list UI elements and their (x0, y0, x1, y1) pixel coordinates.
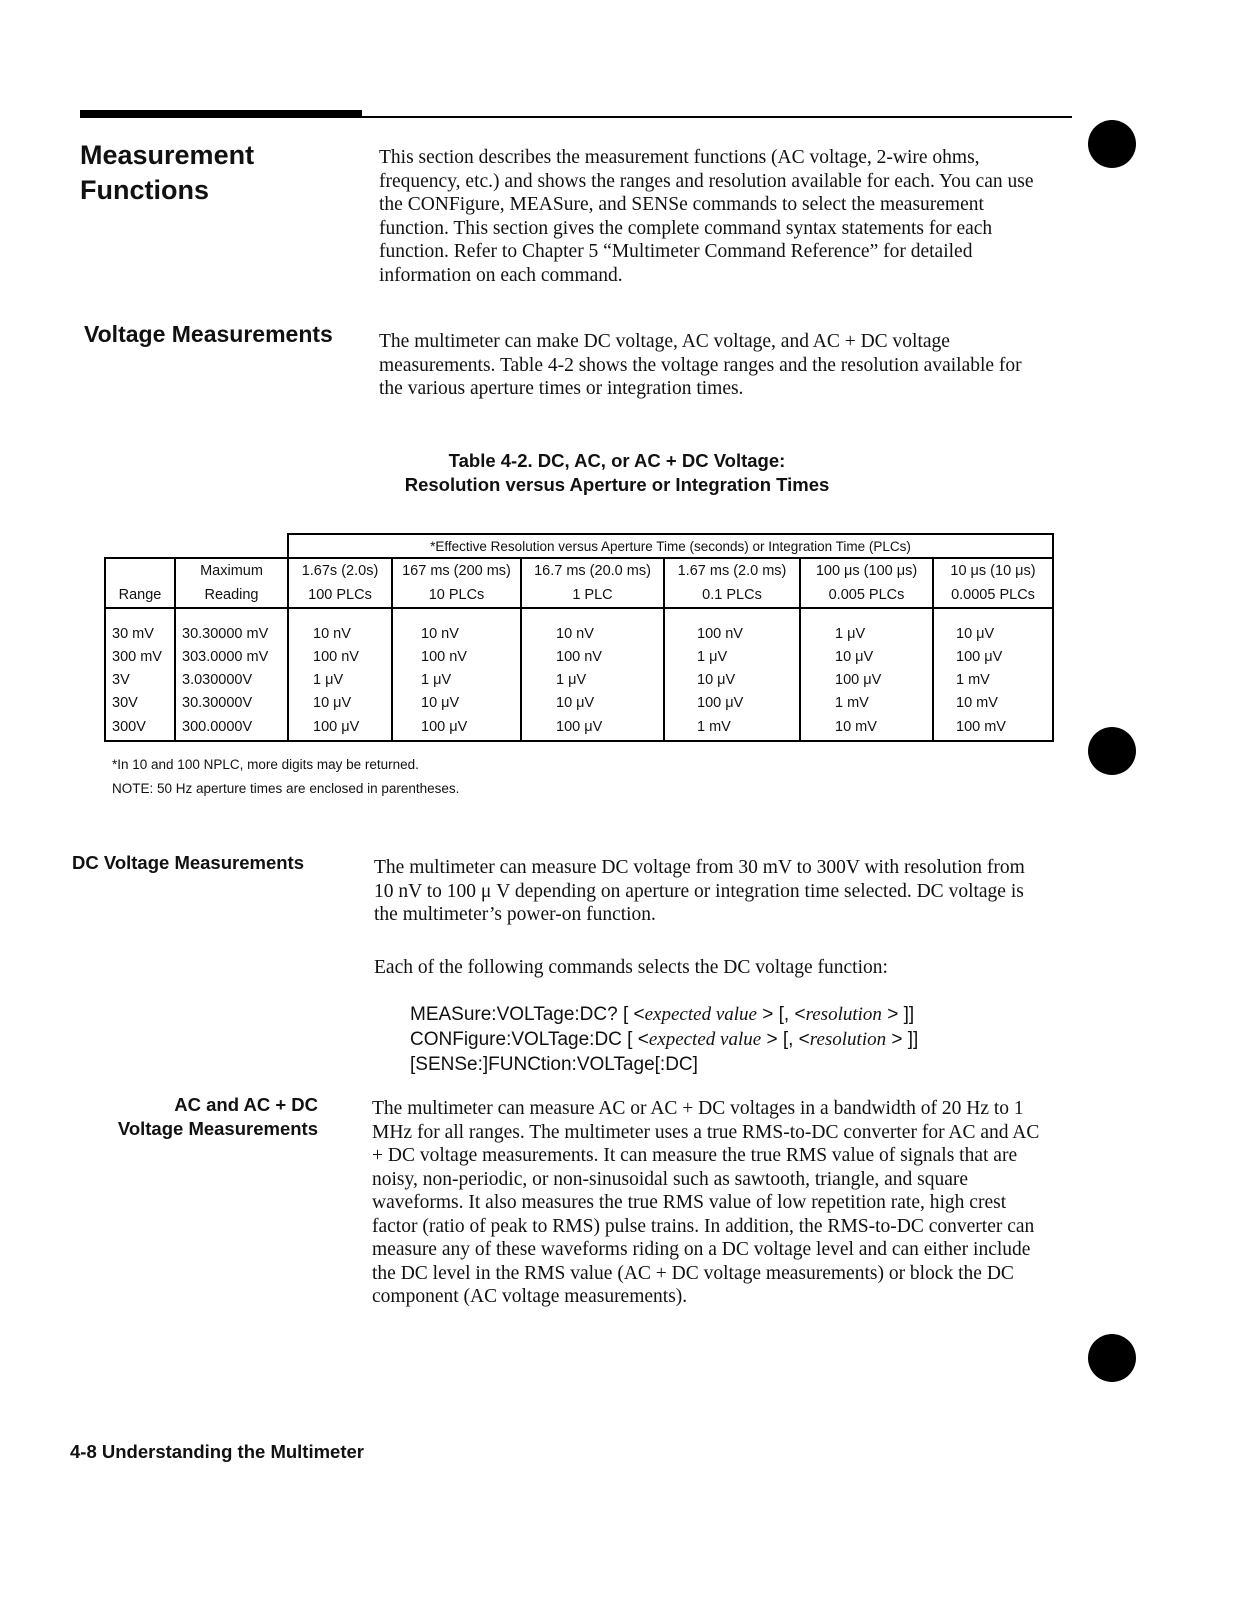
resolution-cell: 1 mV (664, 714, 800, 741)
resolution-cell: 1 mV (800, 691, 933, 714)
max-reading-cell: 30.30000 mV (175, 622, 288, 645)
dc-text: The multimeter can measure DC voltage from 30 mV to 300V with resolution from 10 nV to 100 μ V depending on aperture or integration time selected. DC voltage is the multimeter’s power-on function. (374, 857, 1025, 925)
ac-text: The multimeter can measure AC or AC + DC voltages in a bandwidth of 20 Hz to 1 MHz for all ranges. The multimeter uses a true RMS-to-DC converter for AC and AC + DC voltage measurements. It can measure the true RMS value of signals that are noisy, non-periodic, or non-sinusoidal such as sawtooth, triangle, and square waveforms. It also measures the true RMS value of low repetition rate, high crest factor (ratio of peak to RMS) pulse trains. In addition, the RMS-to-DC converter can measure any of these waveforms riding on a DC voltage level and can either include the DC level in the RMS value (AC + DC voltage measurements) or block the DC component (AC voltage measurements). (372, 1098, 1040, 1307)
section-title (80, 138, 254, 208)
plc-label: 1 PLC (521, 582, 664, 608)
table-caption-line1: Table 4-2. DC, AC, or AC + DC Voltage: (448, 450, 786, 471)
effective-resolution-header: *Effective Resolution versus Aperture Time (seconds) or Integration Time (PLCs) (288, 534, 1053, 558)
ac-heading (60, 1093, 318, 1141)
measure-command: MEASure:VOLTage:DC? [ <expected value > [, <resolution > ]] (410, 1004, 915, 1025)
dc-commands-intro: Each of the following commands selects the DC voltage function: (374, 957, 888, 978)
table-footnote: *In 10 and 100 NPLC, more digits may be returned. (112, 757, 419, 772)
punch-hole (1088, 727, 1136, 775)
resolution-cell: 100 μV (933, 645, 1053, 668)
aperture-time: 100 μs (100 μs) (800, 558, 933, 582)
punch-hole (1088, 1334, 1136, 1382)
plc-label: 0.005 PLCs (800, 582, 933, 608)
voltage-text: The multimeter can make DC voltage, AC voltage, and AC + DC voltage measurements. Table 4-2 shows the voltage ranges and the resolution available for the various aperture times or integration times. (379, 331, 1022, 399)
resolution-cell: 100 mV (933, 714, 1053, 741)
section-title-line1: Measurement (80, 140, 255, 170)
resolution-cell: 10 mV (800, 714, 933, 741)
resolution-cell: 10 mV (933, 691, 1053, 714)
resolution-cell: 100 μV (800, 668, 933, 691)
aperture-time: 1.67s (2.0s) (288, 558, 392, 582)
table-row (105, 622, 1053, 645)
range-cell: 30V (105, 691, 175, 714)
sense-command: [SENSe:]FUNCtion:VOLTage[:DC] (410, 1054, 698, 1075)
resolution-cell: 1 mV (933, 668, 1053, 691)
voltage-resolution-table (104, 533, 1054, 742)
ac-heading-line2: Voltage Measurements (117, 1118, 318, 1139)
resolution-cell: 10 nV (392, 622, 521, 645)
plc-label: 10 PLCs (392, 582, 521, 608)
resolution-cell: 100 nV (392, 645, 521, 668)
resolution-cell: 10 μV (288, 691, 392, 714)
header-rule (80, 116, 1072, 118)
resolution-cell: 100 nV (521, 645, 664, 668)
table-row (105, 714, 1053, 741)
resolution-cell: 10 μV (392, 691, 521, 714)
col-range: Range (105, 582, 175, 608)
page-footer: 4-8 Understanding the Multimeter (70, 1441, 364, 1462)
resolution-cell: 1 μV (392, 668, 521, 691)
plc-label: 0.0005 PLCs (933, 582, 1053, 608)
range-cell: 30 mV (105, 622, 175, 645)
resolution-cell: 10 μV (664, 668, 800, 691)
aperture-time: 167 ms (200 ms) (392, 558, 521, 582)
col-max-line1: Maximum (175, 558, 288, 582)
table-row (105, 691, 1053, 714)
resolution-cell: 100 μV (521, 714, 664, 741)
plc-label: 100 PLCs (288, 582, 392, 608)
voltage-heading: Voltage Measurements (84, 321, 333, 347)
table-note: NOTE: 50 Hz aperture times are enclosed in parentheses. (112, 781, 460, 796)
resolution-cell: 10 μV (933, 622, 1053, 645)
table-caption-line2: Resolution versus Aperture or Integration Times (404, 474, 830, 495)
max-reading-cell: 3.030000V (175, 668, 288, 691)
aperture-time: 16.7 ms (20.0 ms) (521, 558, 664, 582)
range-cell: 300V (105, 714, 175, 741)
range-cell: 3V (105, 668, 175, 691)
table-row (105, 668, 1053, 691)
resolution-cell: 10 nV (288, 622, 392, 645)
resolution-cell: 10 nV (521, 622, 664, 645)
table-caption (384, 449, 850, 497)
resolution-cell: 1 μV (288, 668, 392, 691)
section-title-line2: Functions (80, 175, 209, 205)
aperture-time: 1.67 ms (2.0 ms) (664, 558, 800, 582)
resolution-cell: 1 μV (664, 645, 800, 668)
range-cell: 300 mV (105, 645, 175, 668)
dc-heading: DC Voltage Measurements (72, 852, 304, 873)
resolution-cell: 100 μV (664, 691, 800, 714)
section-intro: This section describes the measurement functions (AC voltage, 2-wire ohms, frequency, etc.) and shows the ranges and resolution available for each. You can use the CONFigure, MEASure, and SENSe commands to select the measurement function. This section gives the complete command syntax statements for each function. Refer to Chapter 5 “Multimeter Command Reference” for detailed information on each command. (379, 147, 1034, 286)
resolution-cell: 100 μV (288, 714, 392, 741)
max-reading-cell: 300.0000V (175, 714, 288, 741)
table-row (105, 645, 1053, 668)
max-reading-cell: 30.30000V (175, 691, 288, 714)
resolution-cell: 1 μV (521, 668, 664, 691)
punch-hole (1088, 120, 1136, 168)
max-reading-cell: 303.0000 mV (175, 645, 288, 668)
resolution-cell: 10 μV (800, 645, 933, 668)
plc-label: 0.1 PLCs (664, 582, 800, 608)
resolution-cell: 100 μV (392, 714, 521, 741)
configure-command: CONFigure:VOLTage:DC [ <expected value > [, <resolution > ]] (410, 1029, 919, 1050)
col-max-line2: Reading (175, 582, 288, 608)
resolution-cell: 1 μV (800, 622, 933, 645)
aperture-time: 10 μs (10 μs) (933, 558, 1053, 582)
resolution-cell: 10 μV (521, 691, 664, 714)
resolution-cell: 100 nV (288, 645, 392, 668)
resolution-cell: 100 nV (664, 622, 800, 645)
ac-heading-line1: AC and AC + DC (174, 1094, 318, 1115)
